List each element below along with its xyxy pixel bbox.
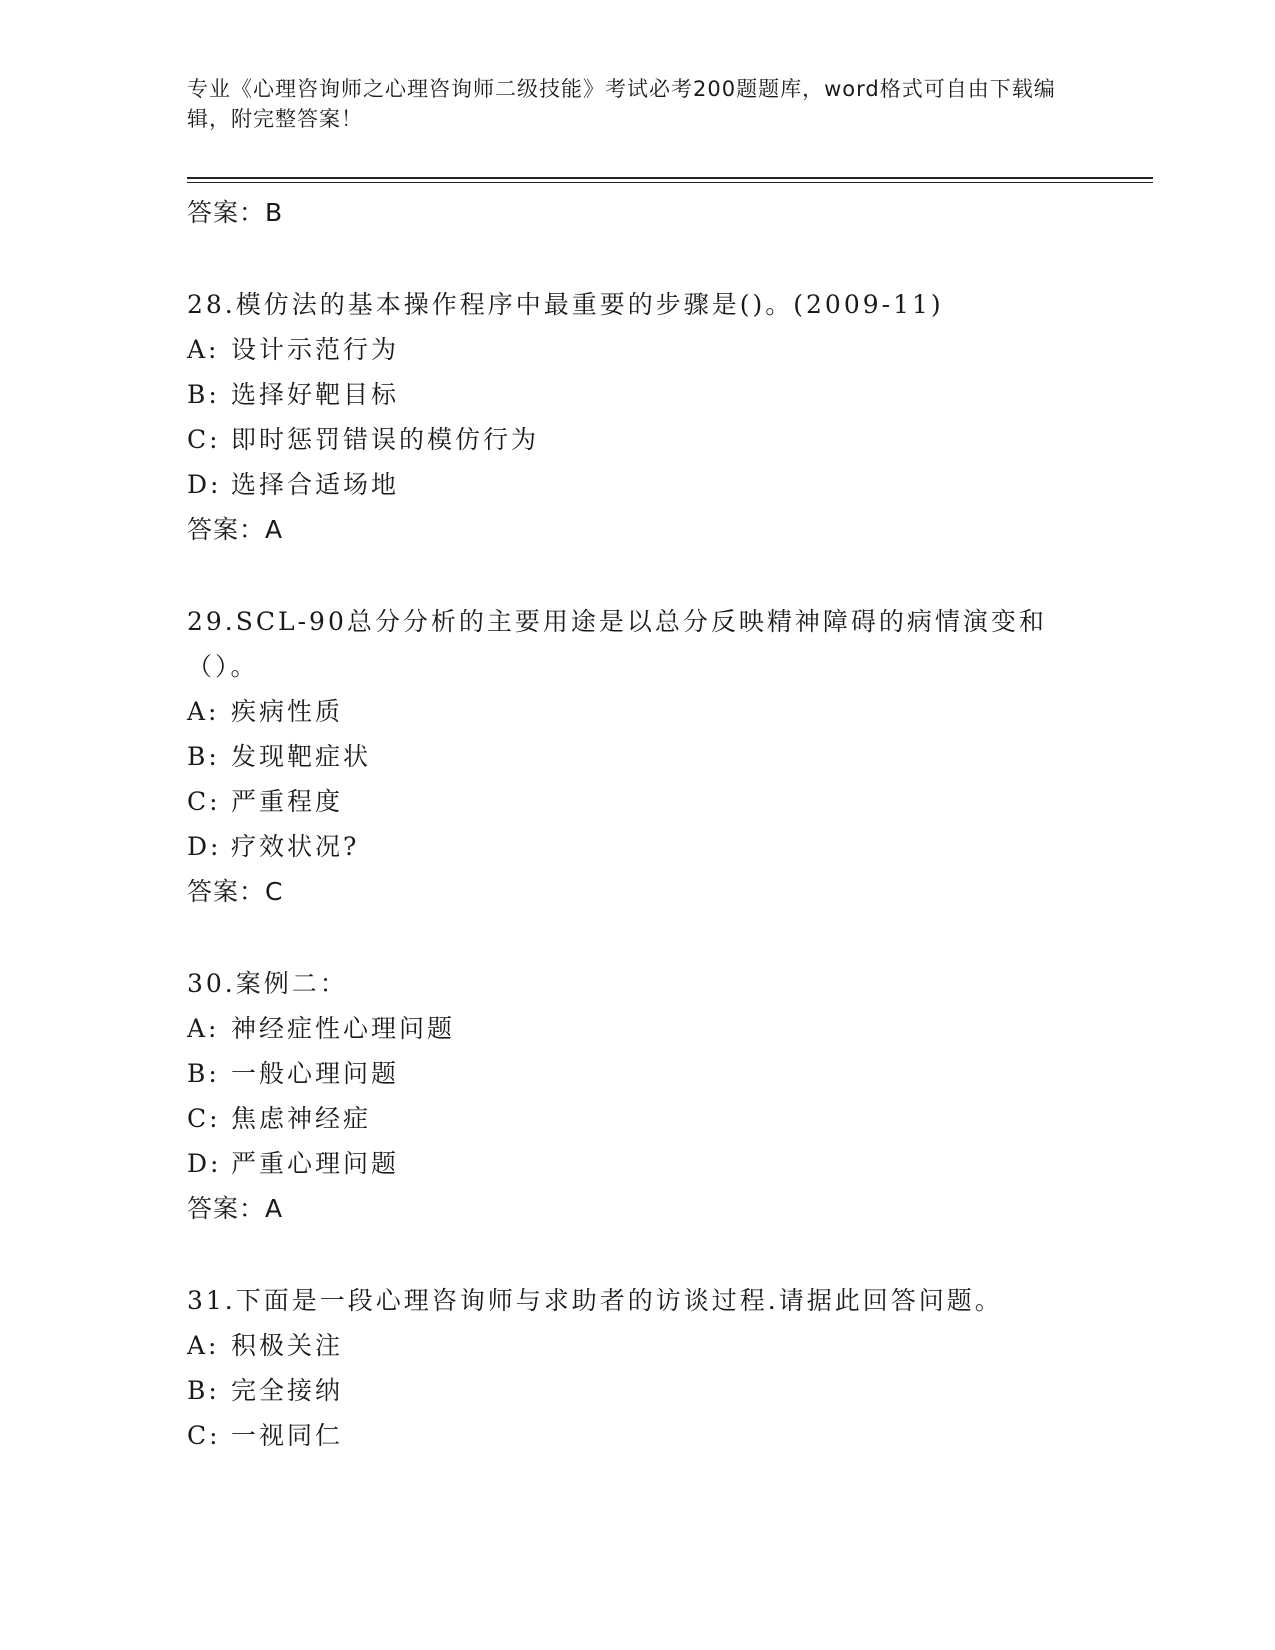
question-list [187, 190, 1087, 1458]
option-a [187, 1006, 1087, 1051]
option-letter: D: [187, 832, 222, 861]
option-text: 一视同仁 [231, 1421, 344, 1450]
option-d [187, 824, 1087, 869]
option-a [187, 1323, 1087, 1368]
header-divider-thick [187, 177, 1153, 179]
option-letter: A: [187, 1014, 220, 1043]
option-text: 即时惩罚错误的模仿行为 [231, 425, 540, 454]
option-b [187, 372, 1087, 417]
option-d [187, 1141, 1087, 1186]
option-letter: D: [187, 470, 222, 499]
option-d [187, 462, 1087, 507]
spacer [187, 235, 1087, 282]
option-letter: D: [187, 1149, 222, 1178]
option-letter: C: [187, 425, 221, 454]
option-text: 积极关注 [231, 1331, 344, 1360]
option-text: 疗效状况? [231, 832, 360, 861]
question-stem: 29.SCL-90总分分析的主要用途是以总分反映精神障碍的病情演变和（）。 [187, 607, 1047, 681]
spacer [187, 552, 1087, 599]
option-c [187, 1096, 1087, 1141]
option-letter: C: [187, 1104, 221, 1133]
option-c [187, 1413, 1087, 1458]
option-letter: A: [187, 1331, 220, 1360]
spacer [187, 914, 1087, 961]
header-divider-thin [187, 182, 1153, 183]
option-text: 疾病性质 [231, 697, 344, 726]
option-text: 发现靶症状 [231, 742, 372, 771]
option-letter: B: [187, 742, 220, 771]
option-text: 严重程度 [231, 787, 344, 816]
option-a [187, 689, 1087, 734]
answer-value: A [265, 1194, 284, 1223]
answer-line [187, 507, 1087, 552]
answer-line [187, 190, 1087, 235]
option-b [187, 1051, 1087, 1096]
answer-line [187, 1186, 1087, 1231]
option-text: 完全接纳 [231, 1376, 344, 1405]
question-stem: 31.下面是一段心理咨询师与求助者的访谈过程.请据此回答问题。 [187, 1286, 1003, 1315]
answer-label: 答案： [187, 198, 266, 227]
option-letter: A: [187, 335, 220, 364]
option-letter: B: [187, 1059, 220, 1088]
option-letter: B: [187, 1376, 220, 1405]
option-text: 选择好靶目标 [231, 380, 400, 409]
option-letter: C: [187, 787, 221, 816]
answer-value: A [265, 515, 284, 544]
answer-value: B [265, 198, 284, 227]
option-letter: B: [187, 380, 220, 409]
option-text: 神经症性心理问题 [231, 1014, 456, 1043]
answer-label: 答案： [187, 877, 266, 906]
question-stem: 28.模仿法的基本操作程序中最重要的步骤是()。(2009-11) [187, 290, 944, 319]
option-text: 设计示范行为 [231, 335, 400, 364]
option-text: 严重心理问题 [231, 1149, 400, 1178]
option-text: 一般心理问题 [231, 1059, 400, 1088]
question-stem: 30.案例二： [187, 969, 348, 998]
answer-line [187, 869, 1087, 914]
option-a [187, 327, 1087, 372]
option-c [187, 417, 1087, 462]
option-b [187, 734, 1087, 779]
answer-label: 答案： [187, 1194, 266, 1223]
document-header: 专业《心理咨询师之心理咨询师二级技能》考试必考200题题库，word格式可自由下载编辑，附完整答案！ [187, 77, 1056, 131]
option-c [187, 779, 1087, 824]
spacer [187, 1231, 1087, 1278]
answer-value: C [265, 877, 284, 906]
option-text: 选择合适场地 [231, 470, 400, 499]
option-text: 焦虑神经症 [231, 1104, 372, 1133]
option-letter: C: [187, 1421, 221, 1450]
answer-label: 答案： [187, 515, 266, 544]
option-b [187, 1368, 1087, 1413]
option-letter: A: [187, 697, 220, 726]
